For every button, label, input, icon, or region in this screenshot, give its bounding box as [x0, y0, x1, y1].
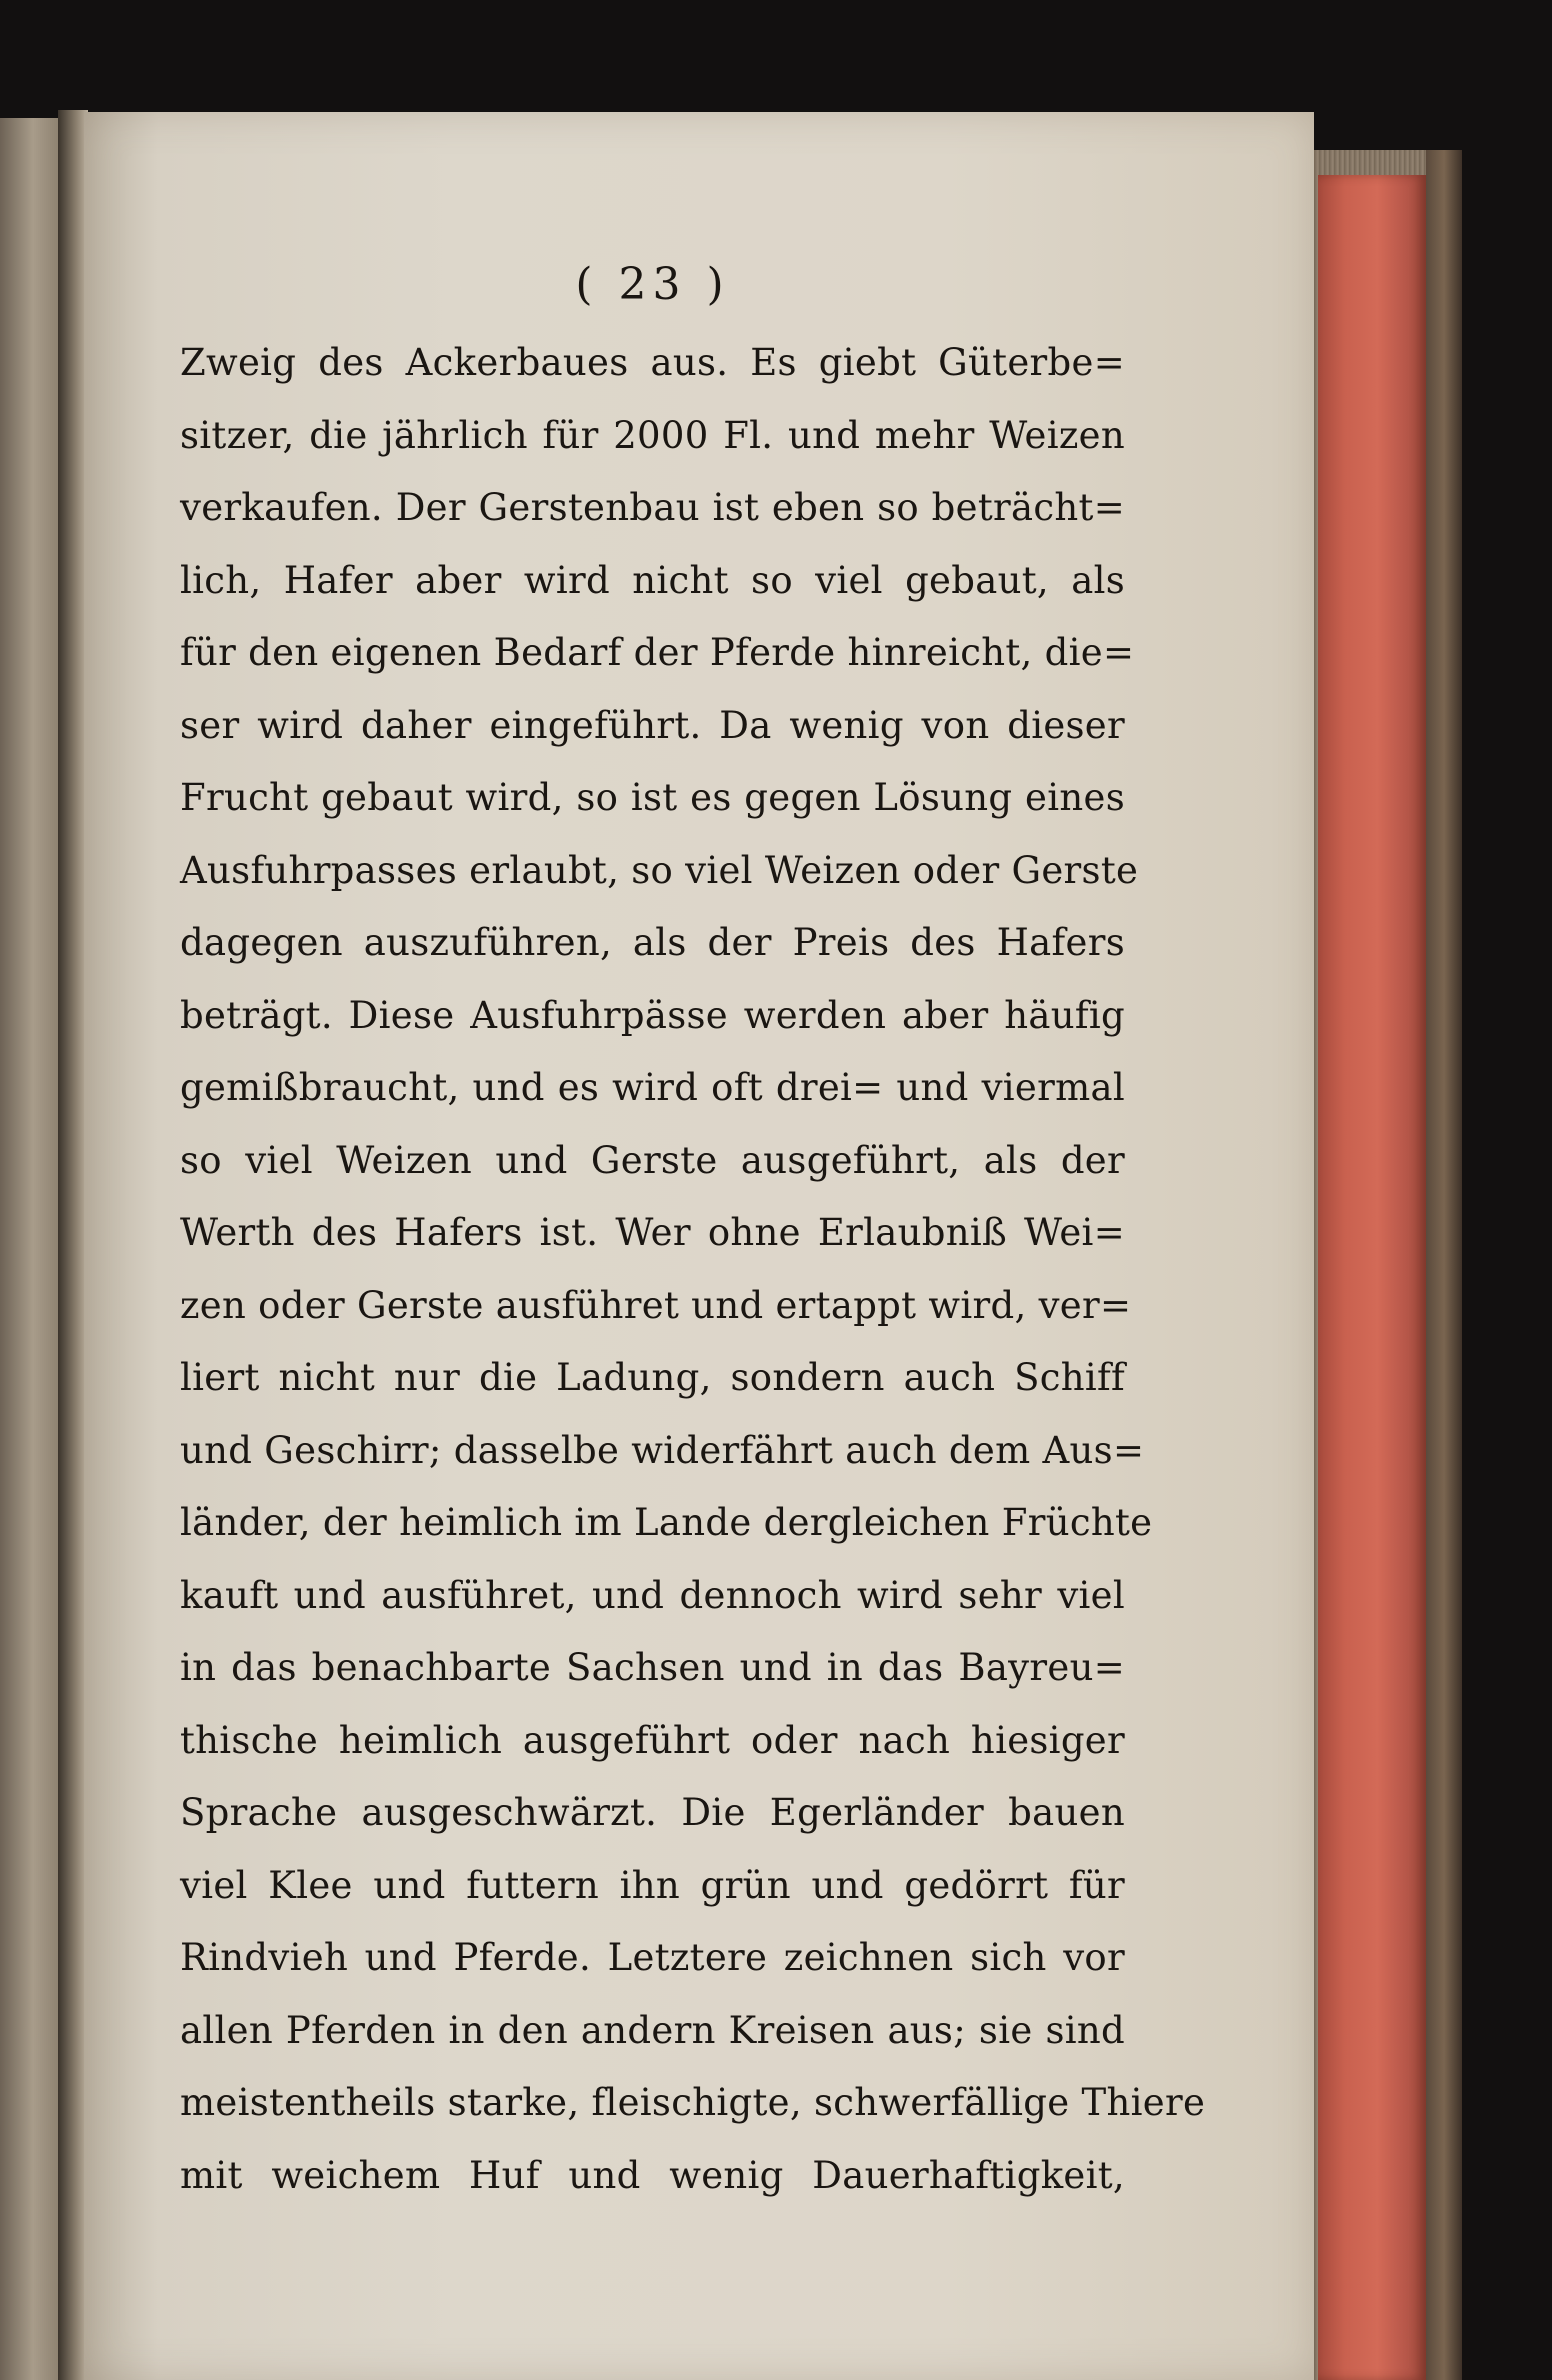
text-line: Sprache ausgeschwärzt. Die Egerländer bauen: [180, 1791, 1125, 1834]
text-line: beträgt. Diese Ausfuhrpässe werden aber häufig: [180, 993, 1125, 1037]
text-line: und Geschirr; dasselbe widerfährt auch dem Aus=: [180, 1428, 1145, 1472]
text-line: lich, Hafer aber wird nicht so viel gebaut, als: [180, 558, 1125, 602]
book-cover-edge: [1426, 150, 1462, 2380]
text-line: kauft und ausführet, und dennoch wird sehr viel: [180, 1573, 1125, 1617]
facing-page-edge: [0, 118, 60, 2380]
text-line: so viel Weizen und Gerste ausgeführt, als der: [180, 1138, 1125, 1182]
page-number: ( 23 ): [575, 259, 730, 310]
text-line: in das benachbarte Sachsen und in das Bayreu=: [180, 1646, 1125, 1689]
text-line: verkaufen. Der Gerstenbau ist eben so beträcht=: [180, 486, 1125, 529]
text-line: Werth des Hafers ist. Wer ohne Erlaubniß Wei=: [180, 1211, 1125, 1254]
text-line: meistentheils starke, fleischigte, schwerfällige Thiere: [180, 2081, 1206, 2124]
text-line: gemißbraucht, und es wird oft drei= und viermal: [180, 1066, 1125, 1109]
text-line: ser wird daher eingeführt. Da wenig von dieser: [180, 703, 1125, 747]
red-page-edge: [1318, 175, 1426, 2380]
text-line: mit weichem Huf und wenig Dauerhaftigkeit,: [180, 2153, 1125, 2197]
text-line: thische heimlich ausgeführt oder nach hiesiger: [180, 1718, 1125, 1762]
text-line: Zweig des Ackerbaues aus. Es giebt Güterbe=: [180, 341, 1125, 384]
text-line: viel Klee und futtern ihn grün und gedörrt für: [180, 1863, 1125, 1907]
text-line: Frucht gebaut wird, so ist es gegen Lösung eines: [180, 776, 1125, 819]
text-line: liert nicht nur die Ladung, sondern auch Schiff: [180, 1356, 1125, 1399]
text-line: länder, der heimlich im Lande dergleichen Früchte: [180, 1501, 1153, 1544]
text-line: für den eigenen Bedarf der Pferde hinreicht, die=: [180, 631, 1135, 674]
text-line: sitzer, die jährlich für 2000 Fl. und mehr Weizen: [180, 413, 1125, 457]
text-line: Rindvieh und Pferde. Letztere zeichnen sich vor: [180, 1936, 1125, 1979]
text-line: Ausfuhrpasses erlaubt, so viel Weizen oder Gerste: [180, 848, 1139, 892]
text-line: zen oder Gerste ausführet und ertappt wird, ver=: [180, 1283, 1132, 1327]
text-line: dagegen auszuführen, als der Preis des Hafers: [180, 921, 1125, 964]
text-line: allen Pferden in den andern Kreisen aus; sie sind: [180, 2008, 1125, 2052]
text-lines: [180, 327, 1206, 2212]
